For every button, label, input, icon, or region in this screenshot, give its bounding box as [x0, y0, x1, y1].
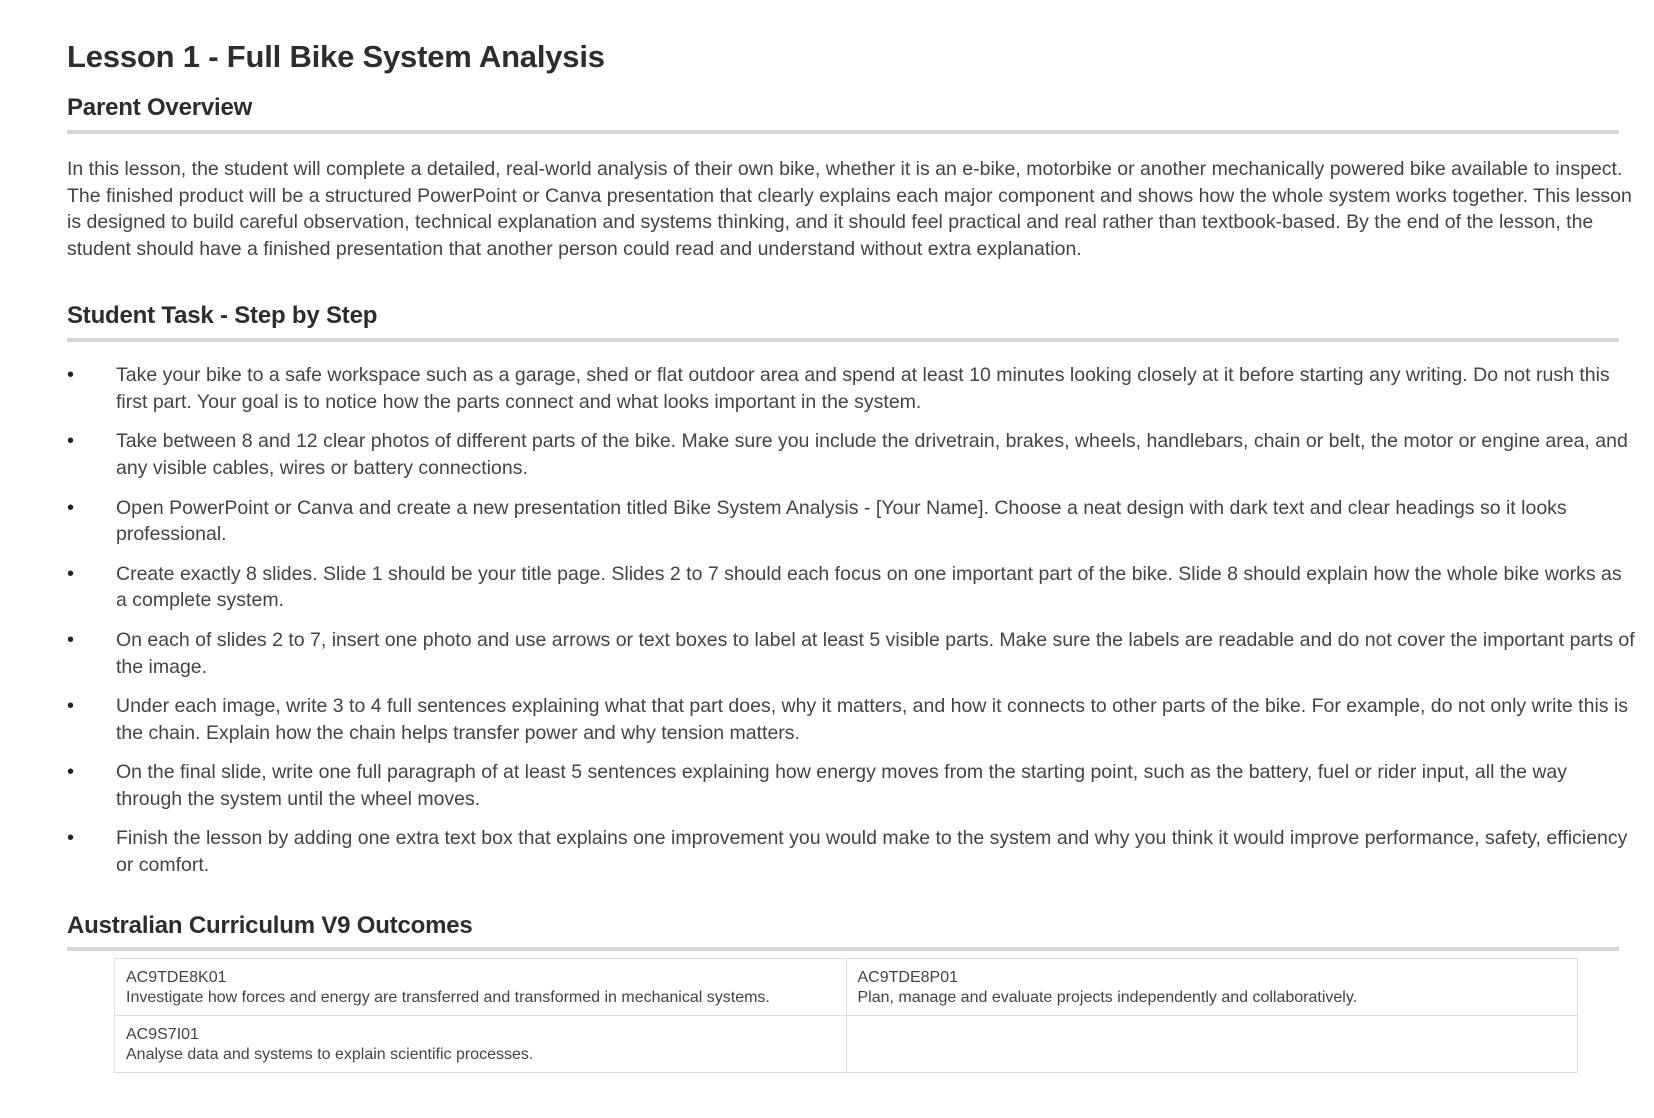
section-divider — [67, 947, 1619, 951]
parent-overview-heading: Parent Overview — [67, 94, 253, 122]
task-step — [67, 362, 1637, 415]
curriculum-heading: Australian Curriculum V9 Outcomes — [67, 911, 473, 939]
task-step-text: On each of slides 2 to 7, insert one photo and use arrows or text boxes to label at least 5 visible parts. Make sure the labels are readable and do not cover the important parts of the image. — [116, 628, 1635, 678]
bullet-icon: • — [67, 364, 75, 387]
table-row — [115, 959, 1578, 1016]
parent-overview-section — [67, 94, 1654, 262]
parent-overview-text: In this lesson, the student will complete a detailed, real-world analysis of their own bike, whether it is an e-bike, motorbike or another mechanically powered bike available to inspect. The finished product will be a structured PowerPoint or Canva presentation that clearly explains each major component and shows how the whole system works together. This lesson is designed to build careful observation, technical explanation and systems thinking, and it should feel practical and real rather than textbook-based. By the end of the lesson, the student should have a finished presentation that another person could read and understand without extra explanation. — [67, 157, 1632, 260]
task-step — [67, 495, 1637, 548]
bullet-icon: • — [67, 827, 75, 850]
task-step-text: On the final slide, write one full paragraph of at least 5 sentences explaining how energy moves from the starting point, such as the battery, fuel or rider input, all the way through the system until the wheel moves. — [116, 761, 1568, 810]
task-steps-list — [67, 362, 1637, 879]
task-step-text: Under each image, write 3 to 4 full sentences explaining what that part does, why it matters, and how it connects to other parts of the bike. For example, do not only write this is the chain. Explain how the chain helps transfer power and why tension matters. — [116, 695, 1629, 744]
curriculum-section — [67, 912, 1654, 1074]
outcomes-table — [114, 958, 1578, 1073]
bullet-icon: • — [67, 628, 75, 651]
bullet-icon: • — [67, 430, 75, 453]
task-step — [67, 759, 1637, 812]
table-row — [115, 1016, 1578, 1073]
outcome-description: Investigate how forces and energy are transferred and transformed in mechanical systems. — [126, 989, 770, 1007]
student-task-section — [67, 302, 1654, 878]
page-title: Lesson 1 - Full Bike System Analysis — [67, 39, 605, 74]
outcome-cell — [846, 959, 1578, 1016]
bullet-icon: • — [67, 695, 75, 718]
task-step — [67, 825, 1637, 878]
outcome-cell-empty — [846, 1016, 1578, 1073]
section-divider — [67, 130, 1619, 134]
task-step-text: Take between 8 and 12 clear photos of different parts of the bike. Make sure you include the drivetrain, brakes, wheels, handlebars, chain or belt, the motor or engine area, and any visible cables, wires or battery connections. — [116, 430, 1628, 479]
task-step — [67, 693, 1637, 746]
outcome-code: AC9TDE8K01 — [126, 969, 227, 987]
task-step — [67, 561, 1637, 614]
section-divider — [67, 338, 1619, 342]
bullet-icon: • — [67, 496, 75, 519]
outcome-description: Analyse data and systems to explain scientific processes. — [126, 1046, 534, 1064]
outcome-cell — [115, 959, 847, 1016]
outcome-code: AC9S7I01 — [126, 1026, 199, 1044]
outcome-cell — [115, 1016, 847, 1073]
task-step — [67, 627, 1637, 680]
task-step-text: Finish the lesson by adding one extra text box that explains one improvement you would make to the system and why you think it would improve performance, safety, efficiency or comfort. — [116, 827, 1628, 877]
task-step-text: Open PowerPoint or Canva and create a new presentation titled Bike System Analysis - [Your Name]. Choose a neat design with dark text and clear headings so it looks professional. — [116, 496, 1567, 546]
task-step-text: Take your bike to a safe workspace such as a garage, shed or flat outdoor area and spend at least 10 minutes looking closely at it before starting any writing. Do not rush this first part. Your goal is to notice how the parts connect and what looks important in the system. — [116, 364, 1610, 413]
outcome-description: Plan, manage and evaluate projects independently and collaboratively. — [857, 989, 1358, 1007]
task-step — [67, 428, 1637, 481]
bullet-icon: • — [67, 562, 75, 585]
outcome-code: AC9TDE8P01 — [857, 969, 958, 987]
task-step-text: Create exactly 8 slides. Slide 1 should be your title page. Slides 2 to 7 should each focus on one important part of the bike. Slide 8 should explain how the whole bike works as a complete system. — [116, 562, 1622, 612]
bullet-icon: • — [67, 761, 75, 784]
student-task-heading: Student Task - Step by Step — [67, 302, 378, 330]
